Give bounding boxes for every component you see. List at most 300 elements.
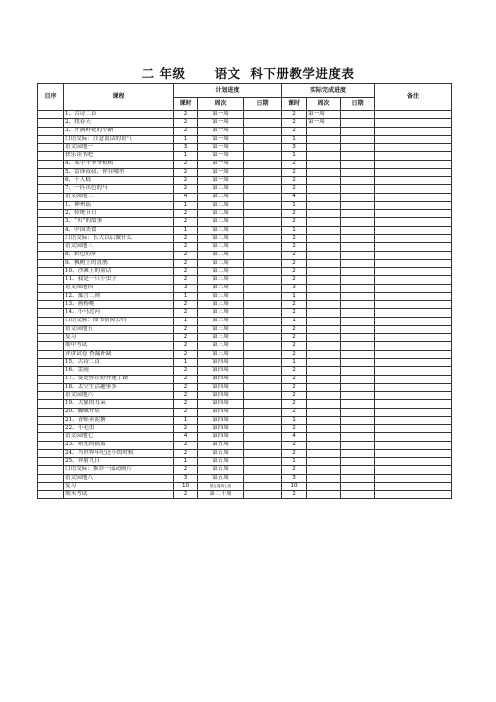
- actual-week-cell: [307, 144, 341, 152]
- actual-hours-cell: 2: [282, 334, 307, 342]
- plan-week-cell: 第二十周: [198, 491, 244, 499]
- remark-cell: [375, 276, 452, 284]
- plan-week-cell: 第一周: [198, 177, 244, 185]
- plan-hours-cell: 2: [174, 218, 198, 226]
- plan-hours-cell: 2: [174, 392, 198, 400]
- actual-hours-cell: 2: [282, 301, 307, 309]
- plan-week-cell: 第二周: [198, 243, 244, 251]
- actual-week-cell: [307, 358, 341, 366]
- actual-hours-cell: 2: [282, 441, 307, 449]
- plan-hours-cell: 1: [174, 292, 198, 300]
- seq-cell: [38, 259, 64, 267]
- actual-date-cell: [341, 226, 375, 234]
- plan-hours-cell: 2: [174, 177, 198, 185]
- actual-hours-cell: 2: [282, 408, 307, 416]
- actual-week-cell: 第一周: [307, 119, 341, 127]
- seq-cell: [38, 425, 64, 433]
- lesson-cell: 口语交际：长大以后做什么: [64, 234, 174, 242]
- remark-cell: [375, 441, 452, 449]
- lesson-cell: 20、蜘蛛开店: [64, 408, 174, 416]
- plan-week-cell: 第四周: [198, 433, 244, 441]
- actual-date-cell: [341, 119, 375, 127]
- lesson-cell: 语文园地八: [64, 474, 174, 482]
- actual-date-cell: [341, 416, 375, 424]
- seq-cell: [38, 408, 64, 416]
- plan-week-cell: 第四周: [198, 400, 244, 408]
- actual-date-cell: [341, 491, 375, 499]
- plan-hours-cell: 2: [174, 119, 198, 127]
- plan-date-cell: [244, 251, 282, 259]
- plan-week-cell: 第五周: [198, 458, 244, 466]
- plan-hours-cell: 2: [174, 441, 198, 449]
- actual-week-cell: [307, 284, 341, 292]
- actual-week-cell: [307, 259, 341, 267]
- actual-date-cell: [341, 234, 375, 242]
- actual-date-cell: [341, 177, 375, 185]
- actual-date-cell: [341, 168, 375, 176]
- lesson-cell: 快乐读书吧: [64, 152, 174, 160]
- table-row: [38, 210, 452, 218]
- lesson-cell: 语文园地五: [64, 325, 174, 333]
- actual-date-cell: [341, 449, 375, 457]
- table-row: [38, 292, 452, 300]
- plan-hours-cell: 2: [174, 425, 198, 433]
- seq-cell: [38, 251, 64, 259]
- seq-cell: [38, 268, 64, 276]
- remark-cell: [375, 334, 452, 342]
- plan-date-cell: [244, 268, 282, 276]
- plan-hours-cell: 2: [174, 185, 198, 193]
- actual-date-cell: [341, 458, 375, 466]
- header-actual: 实际完成进度: [282, 84, 375, 98]
- seq-cell: [38, 144, 64, 152]
- actual-date-cell: [341, 218, 375, 226]
- plan-date-cell: [244, 292, 282, 300]
- table-row: [38, 152, 452, 160]
- actual-week-cell: [307, 458, 341, 466]
- remark-cell: [375, 392, 452, 400]
- plan-date-cell: [244, 325, 282, 333]
- plan-week-cell: 第三周: [198, 301, 244, 309]
- actual-week-cell: [307, 466, 341, 474]
- plan-hours-cell: 2: [174, 276, 198, 284]
- plan-hours-cell: 1: [174, 201, 198, 209]
- plan-hours-cell: 4: [174, 433, 198, 441]
- table-row: [38, 127, 452, 135]
- table-body: [38, 111, 452, 499]
- lesson-cell: 口语交际：推荐一部动画片: [64, 466, 174, 474]
- actual-date-cell: [341, 408, 375, 416]
- plan-date-cell: [244, 144, 282, 152]
- actual-date-cell: [341, 193, 375, 201]
- seq-cell: [38, 284, 64, 292]
- actual-date-cell: [341, 350, 375, 358]
- header-remark: 备注: [375, 84, 452, 111]
- lesson-cell: 语文园地三: [64, 243, 174, 251]
- actual-week-cell: [307, 160, 341, 168]
- actual-hours-cell: 2: [282, 259, 307, 267]
- actual-hours-cell: 2: [282, 309, 307, 317]
- plan-hours-cell: 1: [174, 152, 198, 160]
- actual-hours-cell: 1: [282, 317, 307, 325]
- remark-cell: [375, 119, 452, 127]
- remark-cell: [375, 234, 452, 242]
- lesson-cell: 口语交际：注意说话的语气: [64, 135, 174, 143]
- plan-week-cell: 第四周: [198, 367, 244, 375]
- actual-date-cell: [341, 111, 375, 119]
- actual-date-cell: [341, 251, 375, 259]
- actual-hours-cell: 1: [282, 292, 307, 300]
- plan-hours-cell: 2: [174, 466, 198, 474]
- table-row: [38, 226, 452, 234]
- actual-date-cell: [341, 474, 375, 482]
- plan-week-cell: 第四周: [198, 358, 244, 366]
- table-row: [38, 433, 452, 441]
- plan-week-cell: 第四周: [198, 416, 244, 424]
- seq-cell: [38, 193, 64, 201]
- remark-cell: [375, 375, 452, 383]
- remark-cell: [375, 342, 452, 350]
- actual-hours-cell: 1: [282, 358, 307, 366]
- table-row: [38, 135, 452, 143]
- remark-cell: [375, 268, 452, 276]
- plan-date-cell: [244, 342, 282, 350]
- plan-hours-cell: 2: [174, 127, 198, 135]
- actual-week-cell: [307, 127, 341, 135]
- actual-hours-cell: 1: [282, 135, 307, 143]
- remark-cell: [375, 201, 452, 209]
- plan-week-cell: 第三周: [198, 350, 244, 358]
- plan-date-cell: [244, 111, 282, 119]
- plan-hours-cell: 2: [174, 168, 198, 176]
- remark-cell: [375, 309, 452, 317]
- actual-hours-cell: 1: [282, 416, 307, 424]
- plan-date-cell: [244, 433, 282, 441]
- plan-date-cell: [244, 210, 282, 218]
- schedule-table: [37, 83, 452, 499]
- plan-date-cell: [244, 127, 282, 135]
- seq-cell: [38, 185, 64, 193]
- actual-hours-cell: 2: [282, 367, 307, 375]
- plan-hours-cell: 2: [174, 259, 198, 267]
- actual-week-cell: [307, 185, 341, 193]
- plan-week-cell: 第四周: [198, 375, 244, 383]
- plan-week-cell: 第二周: [198, 210, 244, 218]
- plan-date-cell: [244, 358, 282, 366]
- plan-date-cell: [244, 309, 282, 317]
- actual-date-cell: [341, 334, 375, 342]
- actual-week-cell: [307, 177, 341, 185]
- table-row: [38, 375, 452, 383]
- remark-cell: [375, 408, 452, 416]
- table-row: [38, 466, 452, 474]
- plan-week-cell: 第四周: [198, 392, 244, 400]
- actual-hours-cell: 2: [282, 325, 307, 333]
- table-row: [38, 317, 452, 325]
- actual-date-cell: [341, 466, 375, 474]
- plan-week-cell: 第三周: [198, 342, 244, 350]
- remark-cell: [375, 425, 452, 433]
- plan-week-cell: 第一周: [198, 168, 244, 176]
- actual-date-cell: [341, 160, 375, 168]
- lesson-cell: 复习: [64, 482, 174, 490]
- actual-week-cell: [307, 152, 341, 160]
- remark-cell: [375, 243, 452, 251]
- page-title: 二 年级 语文 科下册教学进度表: [141, 66, 355, 81]
- actual-date-cell: [341, 400, 375, 408]
- plan-date-cell: [244, 400, 282, 408]
- table-row: [38, 325, 452, 333]
- remark-cell: [375, 491, 452, 499]
- table-row: [38, 276, 452, 284]
- actual-hours-cell: 2: [282, 350, 307, 358]
- actual-hours-cell: 2: [282, 400, 307, 408]
- table-row: [38, 441, 452, 449]
- actual-date-cell: [341, 292, 375, 300]
- actual-week-cell: [307, 383, 341, 391]
- actual-date-cell: [341, 375, 375, 383]
- lesson-cell: 语文园地七: [64, 433, 174, 441]
- seq-cell: [38, 416, 64, 424]
- actual-hours-cell: 3: [282, 144, 307, 152]
- seq-cell: [38, 458, 64, 466]
- remark-cell: [375, 317, 452, 325]
- actual-hours-cell: 1: [282, 201, 307, 209]
- plan-hours-cell: 4: [174, 193, 198, 201]
- lesson-cell: 12、寓言二则: [64, 292, 174, 300]
- seq-cell: [38, 433, 64, 441]
- actual-week-cell: [307, 168, 341, 176]
- remark-cell: [375, 458, 452, 466]
- plan-date-cell: [244, 185, 282, 193]
- plan-week-cell: 第五周: [198, 474, 244, 482]
- plan-date-cell: [244, 234, 282, 242]
- actual-hours-cell: 3: [282, 474, 307, 482]
- header-seq: 目序: [38, 84, 64, 111]
- plan-hours-cell: 1: [174, 458, 198, 466]
- header-actual-hours: 课时: [282, 98, 307, 111]
- lesson-cell: 11、我是一只小虫子: [64, 276, 174, 284]
- lesson-cell: 口语交际：图书借阅公约: [64, 317, 174, 325]
- plan-date-cell: [244, 474, 282, 482]
- plan-date-cell: [244, 375, 282, 383]
- actual-hours-cell: 4: [282, 193, 307, 201]
- plan-week-cell: 第二周: [198, 259, 244, 267]
- actual-hours-cell: 2: [282, 127, 307, 135]
- actual-week-cell: [307, 301, 341, 309]
- actual-hours-cell: 1: [282, 458, 307, 466]
- actual-week-cell: [307, 210, 341, 218]
- actual-hours-cell: 2: [282, 177, 307, 185]
- seq-cell: [38, 234, 64, 242]
- table-row: [38, 193, 452, 201]
- remark-cell: [375, 160, 452, 168]
- remark-cell: [375, 466, 452, 474]
- lesson-cell: 17、要是你在野外迷了路: [64, 375, 174, 383]
- remark-cell: [375, 226, 452, 234]
- actual-date-cell: [341, 392, 375, 400]
- remark-cell: [375, 433, 452, 441]
- plan-week-cell: 第二周: [198, 226, 244, 234]
- actual-hours-cell: 2: [282, 491, 307, 499]
- table-row: [38, 259, 452, 267]
- actual-date-cell: [341, 201, 375, 209]
- plan-hours-cell: 1: [174, 416, 198, 424]
- actual-date-cell: [341, 358, 375, 366]
- actual-hours-cell: 1: [282, 226, 307, 234]
- actual-week-cell: [307, 193, 341, 201]
- remark-cell: [375, 152, 452, 160]
- actual-date-cell: [341, 259, 375, 267]
- seq-cell: [38, 226, 64, 234]
- seq-cell: [38, 383, 64, 391]
- lesson-cell: 16、雷雨: [64, 367, 174, 375]
- remark-cell: [375, 301, 452, 309]
- seq-cell: [38, 160, 64, 168]
- plan-hours-cell: 2: [174, 334, 198, 342]
- seq-cell: [38, 135, 64, 143]
- actual-date-cell: [341, 309, 375, 317]
- actual-hours-cell: 2: [282, 375, 307, 383]
- table-row: [38, 268, 452, 276]
- remark-cell: [375, 358, 452, 366]
- lesson-cell: 21、青蛙卖泥塘: [64, 416, 174, 424]
- plan-date-cell: [244, 177, 282, 185]
- seq-cell: [38, 301, 64, 309]
- lesson-cell: 24、当世界年纪还小的时候: [64, 449, 174, 457]
- seq-cell: [38, 375, 64, 383]
- remark-cell: [375, 177, 452, 185]
- plan-hours-cell: 3: [174, 284, 198, 292]
- table-row: [38, 177, 452, 185]
- actual-week-cell: [307, 367, 341, 375]
- plan-hours-cell: 1: [174, 317, 198, 325]
- actual-date-cell: [341, 284, 375, 292]
- plan-week-cell: 第一周: [198, 119, 244, 127]
- actual-week-cell: [307, 482, 341, 490]
- table-row: [38, 358, 452, 366]
- actual-hours-cell: 2: [282, 234, 307, 242]
- remark-cell: [375, 127, 452, 135]
- header-actual-week: 周次: [307, 98, 341, 111]
- lesson-cell: 19、大象的耳朵: [64, 400, 174, 408]
- lesson-cell: 18、太空生活趣事多: [64, 383, 174, 391]
- table-row: [38, 491, 452, 499]
- plan-date-cell: [244, 392, 282, 400]
- plan-date-cell: [244, 201, 282, 209]
- header-actual-date: 日期: [341, 98, 375, 111]
- plan-week-cell: 第三周: [198, 276, 244, 284]
- lesson-cell: 2、找春天: [64, 119, 174, 127]
- actual-date-cell: [341, 243, 375, 251]
- actual-week-cell: [307, 268, 341, 276]
- plan-hours-cell: 2: [174, 375, 198, 383]
- seq-cell: [38, 400, 64, 408]
- seq-cell: [38, 218, 64, 226]
- remark-cell: [375, 210, 452, 218]
- plan-date-cell: [244, 416, 282, 424]
- actual-week-cell: [307, 309, 341, 317]
- actual-date-cell: [341, 276, 375, 284]
- table-row: [38, 342, 452, 350]
- remark-cell: [375, 383, 452, 391]
- actual-hours-cell: 2: [282, 449, 307, 457]
- table-row: [38, 251, 452, 259]
- table-row: [38, 111, 452, 119]
- seq-cell: [38, 127, 64, 135]
- plan-week-cell: 第三周: [198, 284, 244, 292]
- seq-cell: [38, 392, 64, 400]
- remark-cell: [375, 292, 452, 300]
- plan-hours-cell: 10: [174, 482, 198, 490]
- lesson-cell: 10、沙滩上的童话: [64, 268, 174, 276]
- plan-date-cell: [244, 466, 282, 474]
- seq-cell: [38, 334, 64, 342]
- plan-hours-cell: 2: [174, 301, 198, 309]
- actual-date-cell: [341, 144, 375, 152]
- plan-week-cell: 第四周: [198, 425, 244, 433]
- lesson-cell: 25、羿射九日: [64, 458, 174, 466]
- lesson-cell: 评讲试卷 查漏补缺: [64, 350, 174, 358]
- seq-cell: [38, 168, 64, 176]
- actual-week-cell: [307, 292, 341, 300]
- table-row: [38, 449, 452, 457]
- actual-week-cell: [307, 408, 341, 416]
- table-row: [38, 392, 452, 400]
- plan-date-cell: [244, 334, 282, 342]
- lesson-cell: 2、传统节日: [64, 210, 174, 218]
- remark-cell: [375, 144, 452, 152]
- plan-week-cell: 第一周: [198, 127, 244, 135]
- lesson-cell: 4、邓小平爷爷植树: [64, 160, 174, 168]
- remark-cell: [375, 168, 452, 176]
- plan-date-cell: [244, 193, 282, 201]
- seq-cell: [38, 367, 64, 375]
- lesson-cell: 语文园地六: [64, 392, 174, 400]
- plan-hours-cell: 1: [174, 226, 198, 234]
- table-row: [38, 482, 452, 490]
- plan-date-cell: [244, 160, 282, 168]
- plan-date-cell: [244, 408, 282, 416]
- table-row: [38, 160, 452, 168]
- actual-week-cell: [307, 433, 341, 441]
- actual-hours-cell: 2: [282, 268, 307, 276]
- lesson-cell: 复习: [64, 334, 174, 342]
- plan-date-cell: [244, 449, 282, 457]
- plan-hours-cell: 2: [174, 111, 198, 119]
- table-row: [38, 234, 452, 242]
- actual-week-cell: [307, 441, 341, 449]
- actual-date-cell: [341, 425, 375, 433]
- table-row: [38, 400, 452, 408]
- table-row: [38, 185, 452, 193]
- plan-date-cell: [244, 491, 282, 499]
- seq-cell: [38, 210, 64, 218]
- plan-date-cell: [244, 425, 282, 433]
- actual-date-cell: [341, 152, 375, 160]
- seq-cell: [38, 119, 64, 127]
- table-row: [38, 144, 452, 152]
- actual-week-cell: [307, 325, 341, 333]
- plan-date-cell: [244, 226, 282, 234]
- plan-date-cell: [244, 441, 282, 449]
- table-row: [38, 350, 452, 358]
- actual-date-cell: [341, 325, 375, 333]
- lesson-cell: 5、雷锋叔叔，你在哪里: [64, 168, 174, 176]
- seq-cell: [38, 474, 64, 482]
- table-row: [38, 309, 452, 317]
- actual-week-cell: [307, 400, 341, 408]
